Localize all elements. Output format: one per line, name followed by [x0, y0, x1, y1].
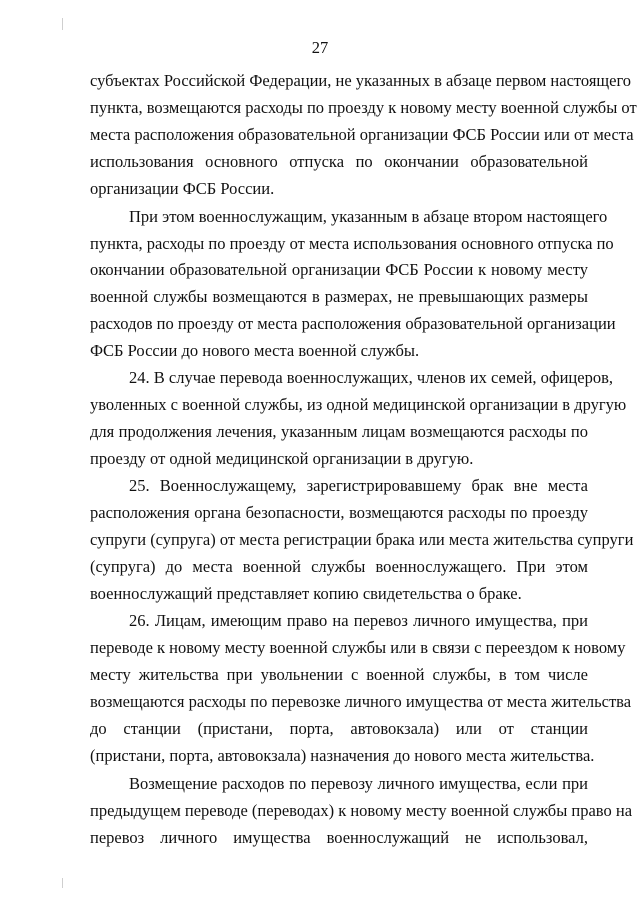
text-line: перевоз личного имущества военнослужащий не использовал, — [90, 828, 588, 847]
text-line: (пристани, порта, автовокзала) назначения до нового места жительства. — [90, 746, 595, 765]
text-line: до станции (пристани, порта, автовокзала) или от станции — [90, 719, 588, 738]
text-line: возмещаются расходы по перевозке личного имущества от места жительства — [90, 692, 632, 711]
page-number: 27 — [311, 38, 329, 57]
text-line: пункта, расходы по проезду от места использования основного отпуска по — [90, 234, 614, 253]
text-line: расположения органа безопасности, возмещаются расходы по проезду — [90, 503, 588, 522]
scan-edge-mark — [62, 18, 63, 30]
text-line: 24. В случае перевода военнослужащих, членов их семей, офицеров, — [129, 368, 613, 387]
text-line: военной службы возмещаются в размерах, не превышающих размеры — [90, 287, 588, 306]
text-line: предыдущем переводе (переводах) к новому месту военной службы право на — [90, 801, 633, 820]
text-line: уволенных с военной службы, из одной медицинской организации в другую — [90, 395, 627, 414]
text-line: использования основного отпуска по окончании образовательной — [90, 152, 588, 171]
text-line: военнослужащий представляет копию свидетельства о браке. — [90, 584, 522, 603]
text-line: субъектах Российской Федерации, не указанных в абзаце первом настоящего — [90, 71, 632, 90]
text-line: окончании образовательной организации ФСБ России к новому месту — [90, 260, 588, 279]
text-line: проезду от одной медицинской организации в другую. — [90, 449, 474, 468]
text-line: месту жительства при увольнении с военной службы, в том числе — [90, 665, 588, 684]
text-line: места расположения образовательной организации ФСБ России или от места — [90, 125, 634, 144]
text-line: 25. Военнослужащему, зарегистрировавшему брак вне места — [129, 476, 588, 495]
text-line: Возмещение расходов по перевозу личного имущества, если при — [129, 774, 588, 793]
text-line: (супруга) до места военной службы военнослужащего. При этом — [90, 557, 588, 576]
text-line: для продолжения лечения, указанным лицам возмещаются расходы по — [90, 422, 588, 441]
text-line: переводе к новому месту военной службы или в связи с переездом к новому — [90, 638, 626, 657]
text-line: ФСБ России до нового места военной службы. — [90, 341, 420, 360]
text-line: организации ФСБ России. — [90, 179, 275, 198]
text-line: При этом военнослужащим, указанным в абзаце втором настоящего — [129, 207, 608, 226]
text-line: 26. Лицам, имеющим право на перевоз личного имущества, при — [129, 611, 588, 630]
text-line: расходов по проезду от места расположения образовательной организации — [90, 314, 616, 333]
text-line: пункта, возмещаются расходы по проезду к новому месту военной службы от — [90, 98, 637, 117]
text-line: супруги (супруга) от места регистрации брака или места жительства супруги — [90, 530, 634, 549]
scan-edge-mark — [62, 878, 63, 888]
